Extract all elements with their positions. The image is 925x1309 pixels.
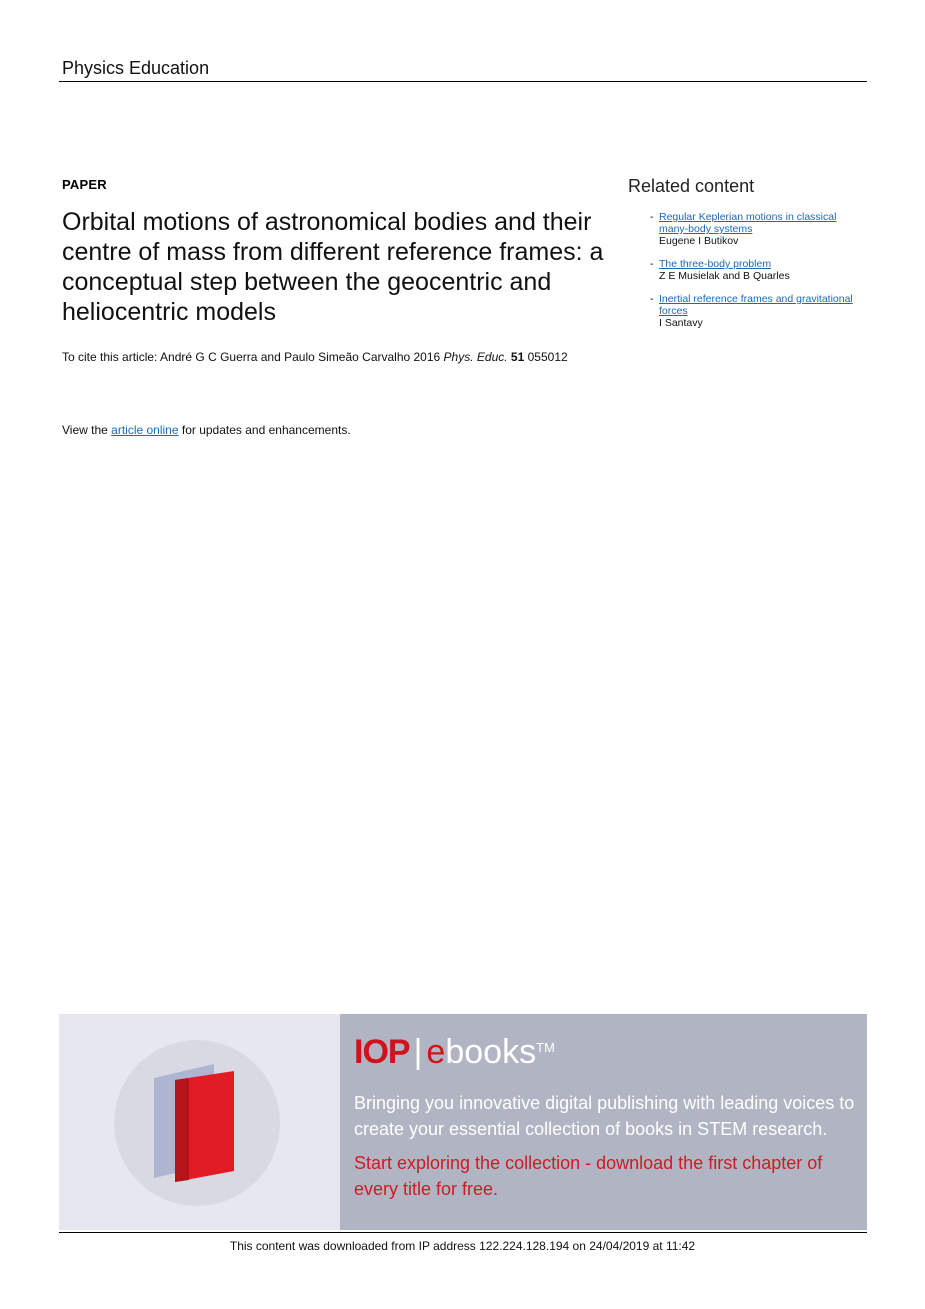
citation-prefix: To cite this article: André G C Guerra and Paulo Simeão Carvalho 2016 — [62, 350, 441, 364]
related-item-authors: Eugene I Butikov — [659, 235, 739, 247]
iop-ebooks-banner[interactable] — [59, 1014, 867, 1230]
banner-text-panel — [340, 1014, 867, 1230]
download-notice: This content was downloaded from IP address 122.224.128.194 on 24/04/2019 at 11:42 — [229, 1239, 696, 1253]
bullet-dash: - — [650, 258, 654, 270]
related-content-title: Related content — [628, 176, 755, 196]
header-divider — [59, 81, 867, 82]
citation-number: 055012 — [527, 350, 568, 364]
related-item-authors: I Santavy — [659, 317, 703, 329]
view-online-line — [62, 423, 351, 437]
related-item-link[interactable]: Inertial reference frames and gravitational forces — [659, 293, 853, 317]
banner-tagline: Bringing you innovative digital publishing with leading voices to create your essential collection of books in STEM research. — [354, 1093, 855, 1139]
related-item-link[interactable]: Regular Keplerian motions in classical many-body systems — [659, 211, 837, 235]
banner-cta: Start exploring the collection - download the first chapter of every title for free. — [354, 1153, 823, 1199]
iop-ebooks-logo — [354, 1032, 555, 1072]
article-type-label: PAPER — [62, 177, 107, 192]
logo-books: books — [445, 1033, 537, 1071]
related-item — [628, 211, 868, 247]
logo-trademark: TM — [536, 1040, 555, 1055]
article-online-link[interactable]: article online — [111, 423, 179, 437]
citation-journal: Phys. Educ. — [443, 350, 508, 364]
view-prefix: View the — [62, 423, 108, 437]
related-item — [628, 293, 868, 329]
article-title: Orbital motions of astronomical bodies and their centre of mass from different reference frames: a conceptual step between the geocentric and heliocentric models — [62, 208, 604, 326]
banner-logo-panel — [59, 1014, 340, 1230]
logo-e: e — [426, 1033, 446, 1071]
footer-divider — [59, 1232, 867, 1233]
related-item — [628, 258, 868, 282]
journal-name: Physics Education — [62, 58, 210, 78]
view-suffix: for updates and enhancements. — [181, 423, 351, 437]
citation — [62, 350, 568, 364]
bullet-dash: - — [650, 293, 654, 305]
bullet-dash: - — [650, 211, 654, 223]
related-item-link[interactable]: The three-body problem — [659, 258, 772, 270]
related-content — [628, 176, 868, 340]
citation-volume: 51 — [510, 350, 525, 364]
logo-separator: | — [413, 1033, 423, 1071]
logo-iop: IOP — [354, 1033, 410, 1071]
related-item-authors: Z E Musielak and B Quarles — [659, 270, 790, 282]
book-icon — [59, 1014, 340, 1230]
